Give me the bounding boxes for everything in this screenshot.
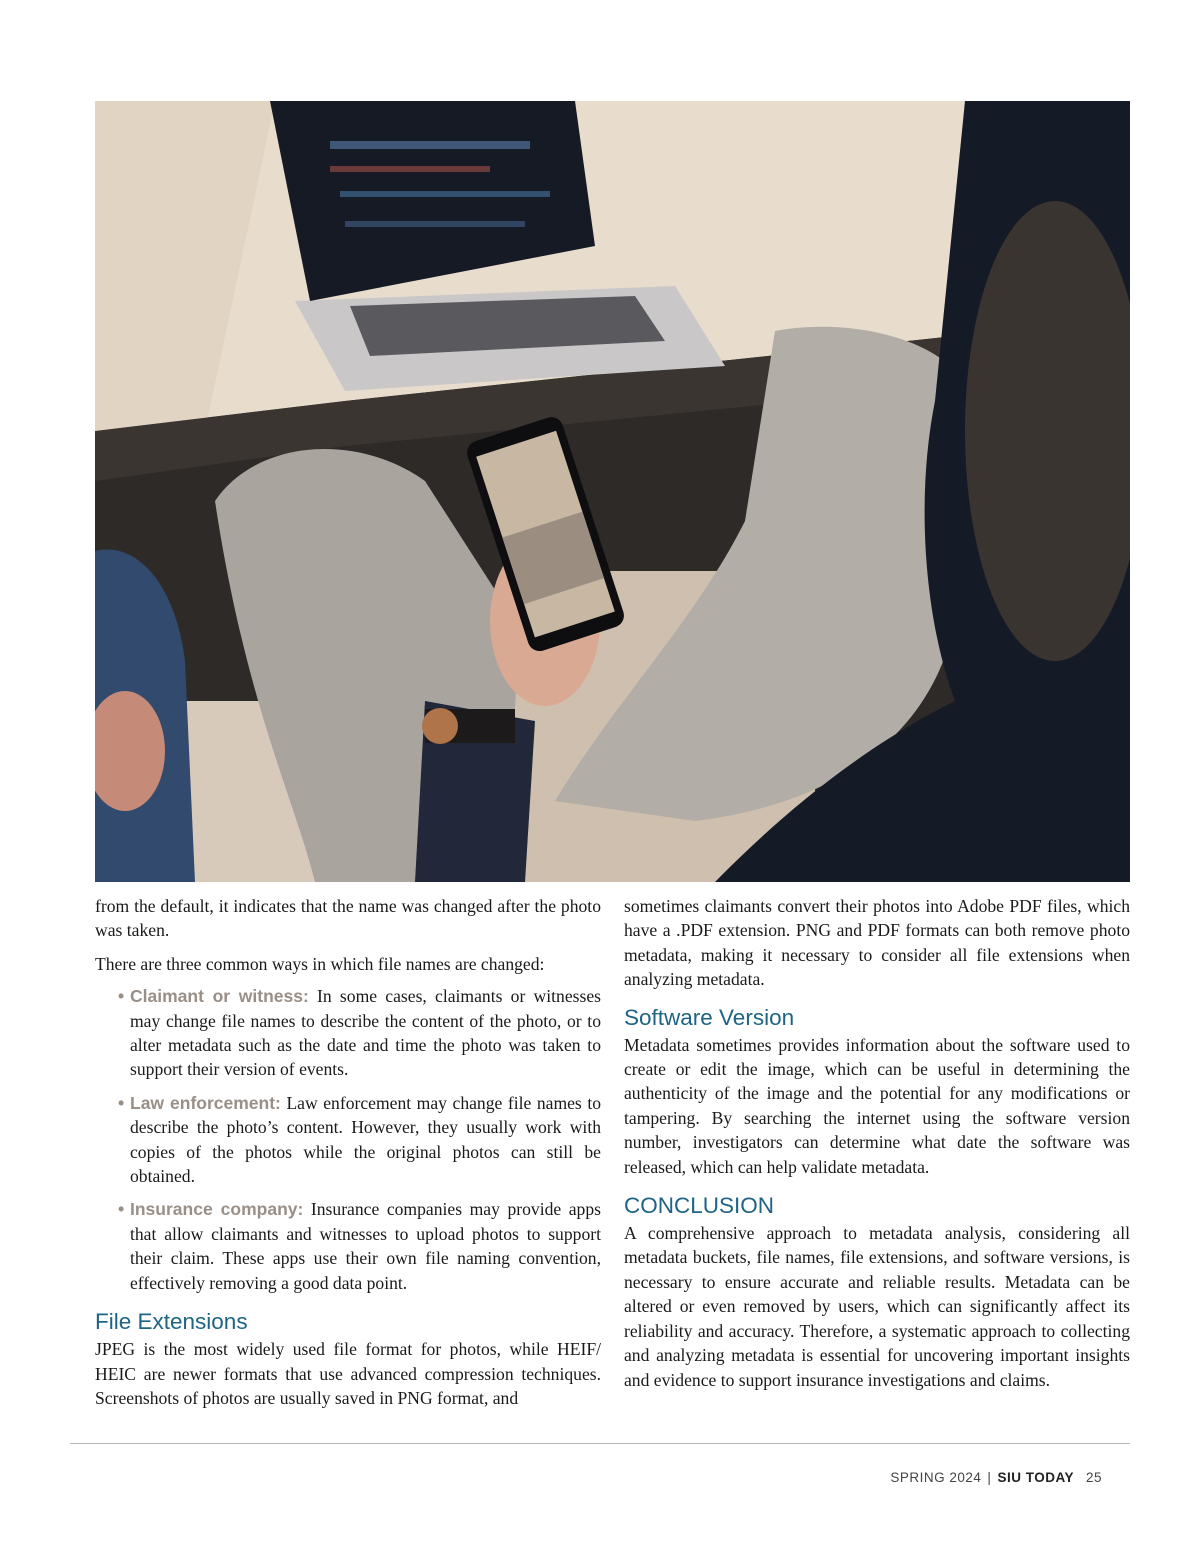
list-item bbox=[118, 1197, 601, 1295]
bullet-dot-icon: • bbox=[118, 1092, 125, 1113]
bullet-text: Law enforcement may change file names to describe the photo’s content. However, they usually work with copies of the photos while the original photos can still be obtained. bbox=[130, 1092, 601, 1187]
bullet-dot-icon: • bbox=[118, 1199, 125, 1220]
bullet-title: Claimant or witness: bbox=[130, 986, 309, 1007]
footer-magazine-name: SIU TODAY bbox=[997, 1470, 1074, 1485]
bullet-title: Law enforcement: bbox=[130, 1092, 281, 1113]
conclusion-text: A comprehensive approach to metadata analysis, considering all metadata buckets, file names, file extensions, and software versions, is necessary to ensure accurate and reliable results. Metadata can be altered or even removed by users, which can significantly affect its reliability and accuracy. Therefore, a systematic approach to collecting and analyzing metadata is essential for uncovering important insights and evidence to support insurance investigations and claims. bbox=[624, 1223, 1130, 1390]
bullet-list bbox=[95, 984, 601, 1295]
page-number: 25 bbox=[1085, 1470, 1102, 1485]
lead-paragraph: There are three common ways in which file names are changed: bbox=[95, 953, 545, 974]
photo-illustration bbox=[95, 101, 1130, 882]
software-version-text: Metadata sometimes provides information about the software used to create or edit the image, which can be useful in determining the authenticity of the image and the potential for any modifications or tampering. By searching the internet using the software version number, investigators can determine what date the software was released, which can help validate metadata. bbox=[624, 1034, 1130, 1177]
file-extensions-text: JPEG is the most widely used file format for photos, while HEIF/ HEIC are newer formats that use advanced compression techniques. Screenshots of photos are usually saved in PNG format, and bbox=[95, 1339, 601, 1408]
software-version-heading: Software Version bbox=[624, 1004, 795, 1030]
continued-paragraph: sometimes claimants convert their photos into Adobe PDF files, which have a .PDF extension. PNG and PDF formats can both remove photo metadata, making it necessary to consider all file extensions when analyzing metadata. bbox=[624, 896, 1130, 990]
footer-separator: | bbox=[987, 1470, 992, 1485]
page-footer bbox=[890, 1470, 1102, 1485]
bullet-text: Insurance companies may provide apps that allow claimants and witnesses to upload photos to support their claim. These apps use their own file naming convention, effectively removing a good data point. bbox=[130, 1199, 601, 1293]
conclusion-heading: CONCLUSION bbox=[624, 1193, 775, 1219]
right-column bbox=[624, 894, 1130, 1401]
bullet-dot-icon: • bbox=[118, 986, 125, 1007]
list-item bbox=[118, 1091, 601, 1189]
file-extensions-heading: File Extensions bbox=[95, 1309, 248, 1335]
article-photo bbox=[95, 101, 1130, 882]
footer-divider bbox=[70, 1443, 1130, 1444]
intro-paragraph: from the default, it indicates that the name was changed after the photo was taken. bbox=[95, 896, 601, 941]
footer-issue: SPRING 2024 bbox=[890, 1470, 982, 1485]
left-column bbox=[95, 894, 601, 1419]
bullet-text: In some cases, claimants or witnesses may change file names to describe the content of the photo, or to alter metadata such as the date and time the photo was taken to support their version of events. bbox=[130, 986, 601, 1080]
bullet-title: Insurance company: bbox=[130, 1199, 304, 1220]
list-item bbox=[118, 984, 601, 1082]
